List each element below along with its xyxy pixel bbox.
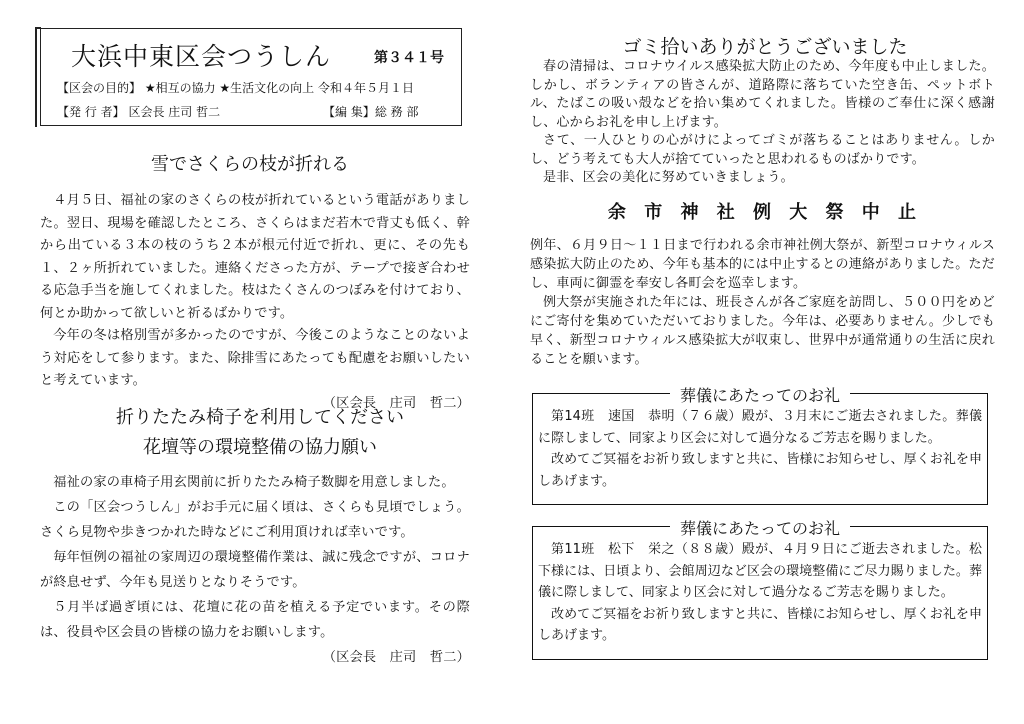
paragraph: さて、一人ひとりの心がけによってゴミが落ちることはありません。しかし、どう考えても大人が捨てていったと思われるものばかりです。	[530, 133, 995, 167]
notice-title: 葬儀にあたってのお礼	[670, 383, 850, 406]
paragraph: 毎年恒例の福祉の家周辺の環境整備作業は、誠に残念ですが、コロナが終息せず、今年も見送りとなりそうです。	[40, 550, 470, 590]
paragraph: 改めてご冥福をお祈り致しますと共に、皆様にお知らせし、厚くお礼を申しあげます。	[538, 452, 982, 489]
article-title-garbage-thanks: ゴミ拾いありがとうございました	[622, 36, 908, 58]
paragraph: 例年、６月９日～１１日まで行われる余市神社例大祭が、新型コロナウィルス感染拡大防止のため、今年も基本的には中止するとの連絡がありました。ただし、車両に御霊を奉安し各町会を巡幸します。	[530, 238, 995, 291]
article-garbage-thanks	[530, 58, 995, 188]
paragraph: 第11班 松下 栄之（８８歳）殿が、４月９日にご逝去されました。松下様には、日頃より、会館周辺など区会の環境整備にご尽力賜りました。葬儀に際しまして、同家より区会に対して過分なるご芳志を賜りました。	[538, 542, 982, 600]
paragraph: 例大祭が実施された年には、班長さんが各ご家庭を訪問し、５００円をめどにご寄付を集めていただいておりました。今年は、必要ありません。少しでも早く、新型コロナウィルス感染拡大が収束し、世界中が通常通りの生活に戻れることを願います。	[530, 295, 995, 367]
paragraph: 春の清掃は、コロナウイルス感染拡大防止のため、今年度も中止しました。しかし、ボランティアの皆さんが、道路際に落ちていた空き缶、ペットボトル、たばこの吸い殻などを拾い集めてくれました。皆様のご奉仕に深く感謝し、心からお礼を申し上げます。	[530, 59, 995, 130]
article-title-festival-cancel: 余 市 神 社 例 大 祭 中 止	[607, 202, 923, 223]
article-subtitle-flowerbed: 花壇等の環境整備の協力願い	[143, 437, 377, 458]
issue-number: 第３４１号	[374, 50, 444, 66]
editor: 【編 集】総 務 部	[323, 105, 419, 119]
notice-body	[538, 406, 982, 492]
article-festival-cancel	[530, 236, 995, 369]
signature: （区会長 庄司 哲二）	[322, 395, 470, 411]
condolence-notice-1	[532, 386, 988, 505]
paragraph: 是非、区会の美化に努めていきましょう。	[543, 170, 794, 185]
paragraph: この「区会つうしん」がお手元に届く頃は、さくらも見頃でしょう。さくら見物や歩きつかれた時などにご利用頂ければ幸いです。	[40, 500, 470, 540]
signature: （区会長 庄司 哲二）	[322, 650, 470, 665]
notice-body	[538, 539, 982, 647]
paragraph: ４月５日、福祉の家のさくらの枝が折れているという電話がありました。翌日、現場を確認したところ、さくらはまだ若木で背丈も低く、幹から出ている３本の枝のうち２本が根元付近で折れ、更に、その先も１、２ヶ所折れていました。連絡くださった方が、テープで接ぎ合わせる応急手当を施してくれました。枝はたくさんのつぼみを付けており、何とか助かって欲しいと祈るばかりです。	[40, 193, 470, 321]
paragraph: 第14班 速国 恭明（７６歳）殿が、３月末にご逝去されました。葬儀に際しまして、同家より区会に対して過分なるご芳志を賜りました。	[538, 409, 982, 446]
article-folding-chairs	[40, 470, 470, 670]
purpose-and-date: 【区会の目的】 ★相互の協力 ★生活文化の向上 令和４年５月１日	[57, 81, 414, 95]
paragraph: 改めてご冥福をお祈り致しますと共に、皆様にお知らせし、厚くお礼を申しあげます。	[538, 606, 982, 643]
article-title-snow-sakura: 雪でさくらの枝が折れる	[151, 154, 349, 175]
paragraph: 今年の冬は格別雪が多かったのですが、今後このようなことのないよう対応をして参ります。また、除排雪にあたっても配慮をお願いしたいと考えています。	[40, 328, 470, 388]
condolence-notice-2	[532, 519, 988, 660]
article-title-folding-chairs: 折りたたみ椅子を利用してください	[116, 407, 404, 428]
paragraph: ５月半ば過ぎ頃には、花壇に花の苗を植える予定でいます。その際は、役員や区会員の皆様の協力をお願いします。	[40, 600, 470, 640]
paragraph: 福祉の家の車椅子用玄関前に折りたたみ椅子数脚を用意しました。	[53, 475, 455, 490]
masthead-fold-decoration	[35, 27, 41, 127]
newsletter-title: 大浜中東区会つうしん	[71, 42, 332, 71]
notice-title: 葬儀にあたってのお礼	[670, 516, 850, 539]
publisher: 【発 行 者】 区会長 庄司 哲二	[57, 105, 221, 119]
article-snow-sakura	[40, 190, 470, 415]
masthead	[40, 28, 462, 126]
